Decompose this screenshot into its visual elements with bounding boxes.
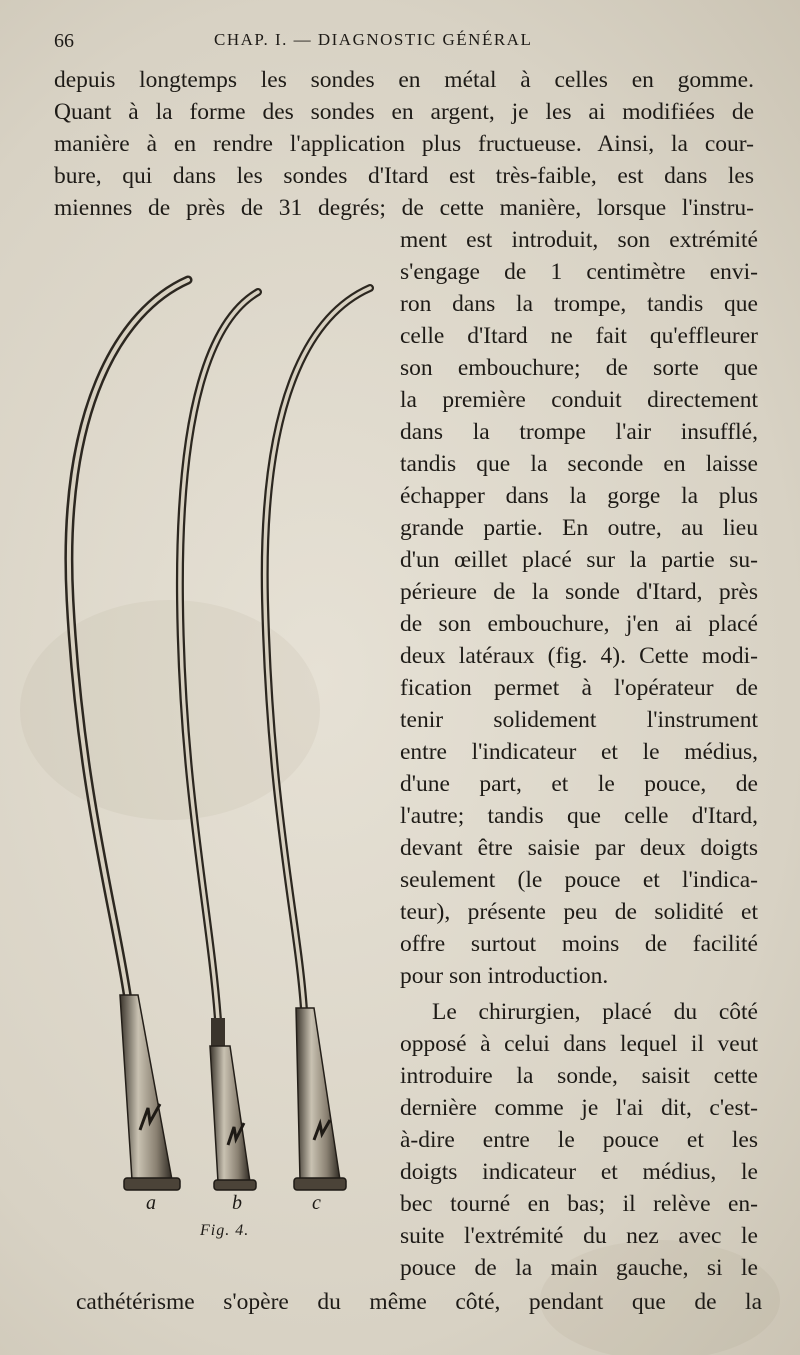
text-line: offre surtout moins de facilité [400,931,758,957]
text-line: teur), présente peu de solidité et [400,899,758,925]
text-line: de son embouchure, j'en ai placé [400,611,758,637]
text-line: dans la trompe l'air insufflé, [400,419,758,445]
text-line: ment est introduit, son extrémité [400,227,758,253]
text-line: s'engage de 1 centimètre envi- [400,259,758,285]
catheter-c [265,288,370,1190]
text-line: tandis que la seconde en laisse [400,451,758,477]
text-line: celle d'Itard ne fait qu'effleurer [400,323,758,349]
catheter-illustration [60,270,390,1230]
text-line: devant être saisie par deux doigts [400,835,758,861]
text-line: d'un œillet placé sur la partie su- [400,547,758,573]
catheter-a [69,280,188,1190]
text-line: la première conduit directement [400,387,758,413]
text-line: deux latéraux (fig. 4). Cette modi- [400,643,758,669]
running-head: CHAP. I. — DIAGNOSTIC GÉNÉRAL [214,30,533,49]
text-line: introduire la sonde, saisit cette [400,1063,758,1089]
text-line: pouce de la main gauche, si le [400,1255,758,1281]
text-line: l'autre; tandis que celle d'Itard, [400,803,758,829]
text-line: Quant à la forme des sondes en argent, je les ai modifiées de [54,99,754,125]
text-line: bure, qui dans les sondes d'Itard est très-faible, est dans les [54,163,754,189]
text-line: fication permet à l'opérateur de [400,675,758,701]
text-line: miennes de près de 31 degrés; de cette manière, lorsque l'instru- [54,195,754,221]
figure-label-b: b [232,1192,242,1214]
text-line: Le chirurgien, placé du côté [432,999,758,1025]
text-line: d'une part, et le pouce, de [400,771,758,797]
page-header [54,26,754,56]
text-line: son embouchure; de sorte que [400,355,758,381]
text-line: opposé à celui dans lequel il veut [400,1031,758,1057]
text-line: entre l'indicateur et le médius, [400,739,758,765]
figure-caption: Fig. 4. [200,1222,250,1239]
text-line: ron dans la trompe, tandis que [400,291,758,317]
page-number: 66 [54,30,74,52]
text-line: échapper dans la gorge la plus [400,483,758,509]
text-line: à-dire entre le pouce et les [400,1127,758,1153]
text-line: suite l'extrémité du nez avec le [400,1223,758,1249]
text-line: grande partie. En outre, au lieu [400,515,758,541]
figure-label-c: c [312,1192,321,1214]
text-line: périeure de la sonde d'Itard, près [400,579,758,605]
text-line: seulement (le pouce et l'indica- [400,867,758,893]
figure-label-a: a [146,1192,156,1214]
text-line: pour son introduction. [400,963,609,989]
catheter-b [180,292,258,1190]
text-line: dernière comme je l'ai dit, c'est- [400,1095,758,1121]
text-line: tenir solidement l'instrument [400,707,758,733]
text-line: bec tourné en bas; il relève en- [400,1191,758,1217]
text-line: manière à en rendre l'application plus fructueuse. Ainsi, la cour- [54,131,754,157]
text-line: cathétérisme s'opère du même côté, pendant que de la [76,1289,762,1315]
text-line: depuis longtemps les sondes en métal à celles en gomme. [54,67,754,93]
text-line: doigts indicateur et médius, le [400,1159,758,1185]
